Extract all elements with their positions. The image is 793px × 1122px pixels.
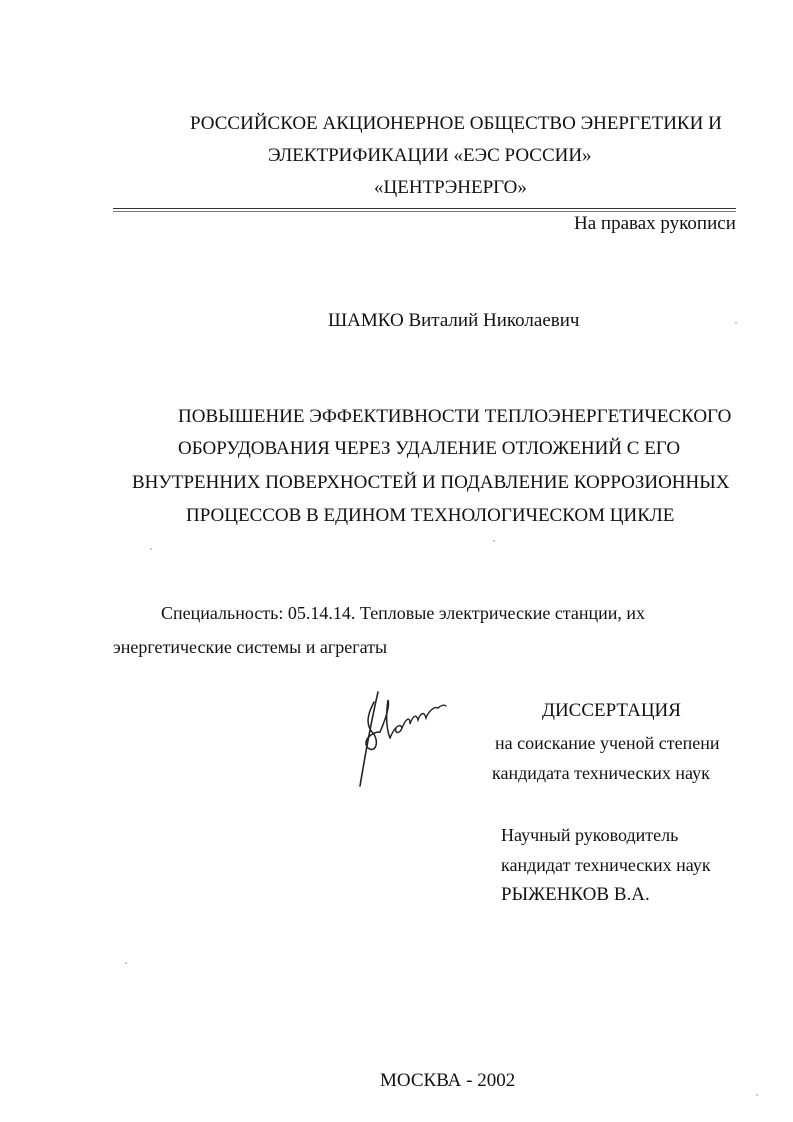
supervisor-role: Научный руководитель [501, 825, 679, 845]
scan-speck [735, 322, 737, 324]
title-line-1: ПОВЫШЕНИЕ ЭФФЕКТИВНОСТИ ТЕПЛОЭНЕРГЕТИЧЕСКОГО [178, 406, 732, 427]
title-line-3: ВНУТРЕННИХ ПОВЕРХНОСТЕЙ И ПОДАВЛЕНИЕ КОРРОЗИОННЫХ [132, 472, 730, 493]
title-line-2: ОБОРУДОВАНИЯ ЧЕРЕЗ УДАЛЕНИЕ ОТЛОЖЕНИЙ С ЕГО [178, 438, 681, 459]
dissertation-heading: ДИССЕРТАЦИЯ [542, 700, 681, 721]
dissertation-line-2: кандидата технических наук [492, 763, 710, 783]
org-name-line-2: ЭЛЕКТРИФИКАЦИИ «ЕЭС РОССИИ» [268, 145, 592, 166]
supervisor-degree: кандидат технических наук [501, 855, 711, 875]
scan-speck [493, 540, 495, 542]
org-name-line-1: РОССИЙСКОЕ АКЦИОНЕРНОЕ ОБЩЕСТВО ЭНЕРГЕТИКИ И [190, 113, 722, 134]
title-line-4: ПРОЦЕССОВ В ЕДИНОМ ТЕХНОЛОГИЧЕСКОМ ЦИКЛЕ [186, 505, 675, 526]
header-divider-secondary [113, 211, 736, 212]
dissertation-line-1: на соискание ученой степени [495, 733, 720, 753]
rights-note: На правах рукописи [574, 213, 736, 234]
org-name-line-3: «ЦЕНТРЭНЕРГО» [374, 177, 527, 198]
specialty-line-1: Специальность: 05.14.14. Тепловые электрические станции, их [161, 603, 646, 623]
scan-speck [756, 1094, 758, 1096]
supervisor-name: РЫЖЕНКОВ В.А. [501, 884, 650, 905]
header-divider [113, 208, 736, 209]
specialty-line-2: энергетические системы и агрегаты [113, 637, 388, 657]
scan-speck [150, 548, 152, 550]
author-signature [350, 688, 450, 792]
city-year: МОСКВА - 2002 [380, 1070, 516, 1091]
author-name: ШАМКО Виталий Николаевич [328, 310, 580, 331]
scan-speck [125, 962, 127, 964]
